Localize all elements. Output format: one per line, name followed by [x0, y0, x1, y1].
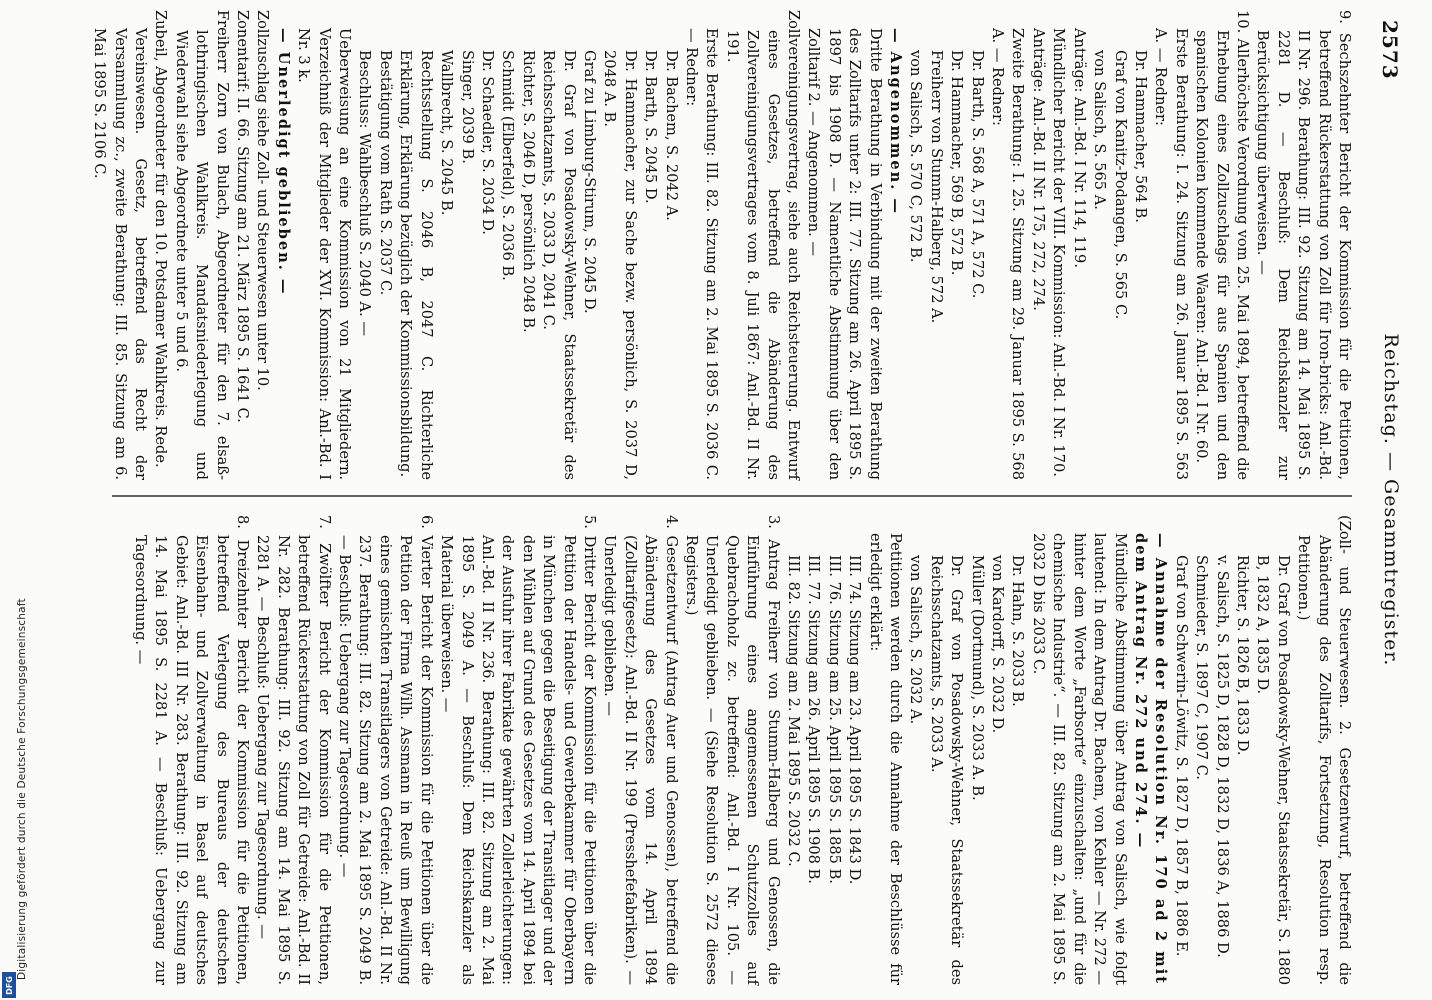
entry: Dr. Barth, S. 568 A, 571 A, 572 C.: [968, 50, 986, 299]
entry: Schmidt (Elberfeld), S. 2036 B.: [499, 50, 517, 281]
entry: Dr. Hammacher, 564 B.: [1131, 50, 1149, 223]
entry: 5. Dritter Bericht der Kommission für die Petitionen über die Petition der Handels- und Gewerbekammer für Oberbayern in München gegen die Beseitigung der Transitlager und der den Mühlen auf Grund des Gesetzes vom 14. April 1894 bei der Ausfuhr ihrer Fabrikate gewährten Zollerleichterungen: Anl.-Bd. II Nr. 236. Berathung: III. 82. Sitzung am 2. Mai 1895 S. 2049 A. — Beschluß: Dem Reichskanzler als Material überweisen. —: [438, 515, 598, 985]
entry: Freiherr Zorn von Bulach, Abgeordneter für den 7. elsaß-lothringischen Wahlkreis. Mandatsniederlegung und Wiederwahl siehe Abgeordnete unter 5 und 6.: [172, 10, 231, 480]
entry: Vereinswesen. Gesetz, betreffend das Recht der Versammlung zc., zweite Berathung: III. 85. Sitzung am 6. Mai 1895 S. 2106 C.: [91, 28, 150, 480]
dfg-logo-icon: [2, 972, 16, 998]
entry: — Angenommen. —: [887, 28, 905, 215]
entry: III. 82. Sitzung am 2. Mai 1895 S. 2032 C.: [785, 555, 803, 867]
entry: Dr. Bachem, S. 2042 A.: [662, 50, 680, 221]
entry: Dr. Hahn, S. 2033 B.: [1009, 555, 1027, 707]
entry: Zweite Berathung: I. 25. Sitzung am 29. Januar 1895 S. 568 A. — Redner:: [989, 28, 1027, 480]
entry: Anträge: Anl.-Bd. I Nr. 114, 119.: [1070, 28, 1088, 268]
entry: Richter, S. 1826 B, 1833 D.: [1233, 555, 1251, 756]
entry: Zonentarif: II. 66. Sitzung am 21. März 1895 S. 1641 C.: [234, 10, 252, 423]
entry: Bestätigung vom Rath S. 2037 C.: [376, 50, 394, 296]
entry: 9. Sechszehnter Bericht der Kommission für die Petitionen, betreffend Rückerstattung von Zoll für Iron-bricks: Anl.-Bd. II Nr. 296. Berathung: III. 92. Sitzung am 14. Mai 1895 S. 2281 D. — Beschluß: Dem Reichskanzler zur Berücksichtigung überweisen. —: [1254, 10, 1353, 480]
entry: 6. Vierter Bericht der Kommission für die Petitionen über die Petition der Firma Wilh. Assmann in Reuß um Bewilligung eines gemischten Transitlagers von Getreide: Anl.-Bd. II Nr. 237. Berathung: III. 82. Sitzung am 2. Mai 1895 S. 2049 B. — Beschluß: Uebergang zur Tagesordnung. —: [336, 515, 435, 985]
dfg-credit: [2, 580, 28, 1000]
entry: Ueberweisung an eine Kommission von 21 Mitgliedern. Verzeichniß der Mitglieder der XVI. Kommission: Anl.-Bd. I Nr. 3 k.: [295, 28, 354, 480]
entry: Richter, S. 2046 D, persönlich 2048 B.: [519, 50, 537, 333]
entry: Freiherr von Stumm-Halberg, 572 A.: [927, 50, 945, 324]
entry: von Kardorff, S. 2032 D.: [989, 555, 1007, 734]
entry: Graf von Kanitz-Podangen, S. 565 C.: [1111, 50, 1129, 320]
entry: Anträge: Anl.-Bd. II Nr. 175, 272, 274.: [1029, 28, 1047, 311]
entry: Beschluss: Wahlbeschluß S. 2040 A. —: [356, 50, 374, 336]
entry: v. Salisch, S. 1825 D, 1828 D, 1832 D, 1836 A, 1886 D.: [1213, 555, 1231, 958]
entry: Dr. Graf von Posadowsky-Wehner, Staatssekretär des Reichsschatzamts, S. 2033 A.: [927, 555, 966, 985]
entry: Dr. Graf von Posadowsky-Wehner, Staatssekretär des Reichsschatzamts, S. 2033 D, 2041 C.: [540, 50, 578, 480]
left-column: [89, 10, 1354, 480]
entry: Dr. Hammacher, 569 B, 572 B.: [948, 50, 966, 276]
entry: Singer, 2039 B.: [458, 50, 476, 164]
credit-text: Digitalisierung gefördert durch die Deutsche Forschungsgemeinschaft: [16, 598, 28, 980]
entry: III. 76. Sitzung am 25. April 1895 S. 1885 B.: [825, 555, 843, 884]
entry: Graf zu Limburg-Stirum, S. 2045 D.: [580, 50, 598, 314]
entry: Mündlicher Bericht der VIII. Kommission: Anl.-Bd. I Nr. 170.: [1050, 28, 1068, 477]
entry: 3. Antrag Freiherr von Stumm-Halberg und Genossen, die Einführung eines angemessenen Schutzzolles auf Quebrachoholz zc. betreffend: Anl.-Bd. I Nr. 105. — Unerledigt geblieben. — (Siehe Resolution S. 2572 dieses Registers.): [683, 515, 782, 985]
entry: Dr. Schaedler, S. 2034 D.: [478, 50, 496, 235]
entry: Wallbrecht, S. 2045 B.: [438, 50, 456, 216]
entry: Schmieder, S. 1897 C, 1907 C.: [1193, 555, 1211, 780]
entry: Zollzuschlag siehe Zoll- und Steuerwesen unter 10.: [254, 10, 272, 391]
entry: Dr. Barth, S. 2045 D.: [642, 50, 660, 204]
running-header: [1362, 0, 1402, 1000]
entry: Rechtsstellung S. 2046 B, 2047 C. Richterliche Erklärung, Erklärung bezüglich der Kommissionsbildung.: [397, 50, 435, 480]
entry: von Salisch, S. 570 C, 572 B.: [907, 50, 925, 263]
entry: von Salisch, S. 565 A.: [1091, 50, 1109, 210]
right-column: [130, 515, 1354, 985]
entry: III. 77. Sitzung am 26. April 1895 S. 1908 B.: [805, 555, 823, 884]
entry: 7. Zwölfter Bericht der Kommission für die Petitionen, betreffend Rückerstattung von Zoll für Getreide: Anl.-Bd. II Nr. 282. Berathung: III. 92. Sitzung am 14. Mai 1895 S. 2281 A. — Beschluß: Uebergang zur Tagesordnung. —: [254, 515, 333, 985]
entry: III. 74. Sitzung am 23. April 1895 S. 1843 D.: [846, 555, 864, 885]
entry: Mündliche Abstimmung über Antrag von Salisch, wie folgt lautend: In dem Antrag Dr. Bachem, von Kehler — Nr. 272 — hinter dem Worte „Farbsorte“ einzuschalten: „und für die chemische Industrie“. — III. 82. Sitzung am 2. Mai 1895 S. 2032 D bis 2033 C.: [1029, 533, 1129, 985]
entry: Dritte Berathung in Verbindung mit der zweiten Berathung des Zolltarifs unter 2: III. 77. Sitzung am 26. April 1895 S. 1897 bis 1908 D. — Namentliche Abstimmung über den Zolltarif 2. — Angenommen. —: [805, 28, 884, 480]
entry: Petitionen werden durch die Annahme der Beschlüsse für erledigt erklärt:: [866, 533, 905, 985]
entry: — Unerledigt geblieben. —: [274, 28, 292, 296]
dfg-logo-text: DFG: [4, 975, 14, 995]
entry: Müller (Dortmund), S. 2033 A. B.: [968, 555, 986, 801]
entry: (Zoll- und Steuerwesen. 2. Gesetzentwurf, betreffend die Abänderung des Zolltarifs, Fortsetzung, Resolution resp. Petitionen.): [1295, 515, 1353, 985]
entry: Zollvereinigungsvertrag, siehe auch Reichsteuerung. Entwurf eines Gesetzes, betreffend die Abänderung des Zollvereinigungsvertrages vom 8. Juli 1867: Anl.-Bd. II Nr. 191.: [723, 10, 803, 480]
entry: Erste Berathung: I. 24. Sitzung am 26. Januar 1895 S. 563 A. — Redner:: [1152, 28, 1190, 480]
entry: Dr. Graf von Posadowsky-Wehner, Staatssekretär, S. 1880 B, 1832 A, 1835 D.: [1254, 555, 1292, 985]
entry: Zubeil, Abgeordneter für den 10. Potsdamer Wahlkreis. Rede.: [152, 10, 170, 468]
entry: Erste Berathung: III. 82. Sitzung am 2. Mai 1895 S. 2036 C. — Redner:: [683, 28, 721, 480]
entry: 8. Dreizehnter Bericht der Kommission für die Petitionen, betreffend Verlegung des Bureaus der deutschen Eisenbahn- und Zollverwaltung in Basel auf deutsches Gebiet: Anl.-Bd. III Nr. 283. Berathung: III. 92. Sitzung am 14. Mai 1895 S. 2281 A. — Beschluß: Uebergang zur Tagesordnung. —: [132, 515, 252, 985]
entry: — Annahme der Resolution Nr. 170 ad 2 mit dem Antrag Nr. 272 und 274. —: [1131, 533, 1170, 985]
entry: Dr. Hammacher, zur Sache bezw. persönlich, S. 2037 D, 2048 A. B.: [601, 50, 639, 480]
page-title: Reichstag. — Gesammtregister.: [1380, 333, 1402, 667]
rotated-page: [72, 0, 1432, 1000]
page-number: 2573: [1378, 20, 1402, 80]
entry: von Salisch, S. 2032 A.: [907, 555, 925, 725]
column-divider: [112, 495, 1352, 497]
entry: 10. Allerhöchste Verordnung vom 25. Mai 1894, betreffend die Erhebung eines Zollzuschlags für aus Spanien und den spanischen Kolonien kommende Waaren: Anl.-Bd. I Nr. 60.: [1193, 10, 1251, 480]
entry: 4. Gesetzentwurf (Antrag Auer und Genossen), betreffend die Abänderung des Gesetzes vom 14. April 1894 (Zolltarifgesetz): Anl.-Bd. II Nr. 199 (Presshefefabriken). — Unerledigt geblieben. —: [601, 515, 680, 985]
entry: Graf von Schwerin-Löwitz, S. 1827 D, 1857 B, 1886 E.: [1172, 555, 1190, 957]
